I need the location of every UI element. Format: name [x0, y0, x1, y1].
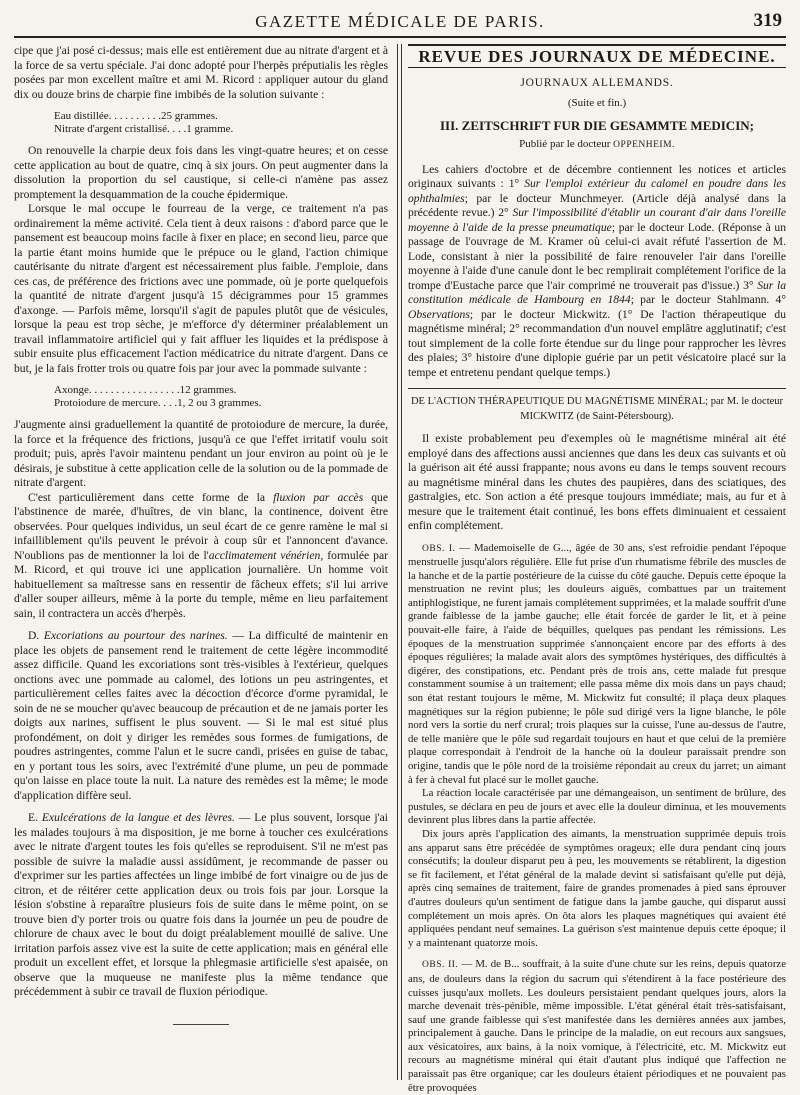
left-column — [14, 44, 388, 1080]
section-e — [14, 811, 388, 1000]
prescription-row — [54, 397, 388, 410]
paragraph: La réaction locale caractérisée par une démangeaison, un sentiment de brûlure, des pustules, se déclara en peu de jours et avec elle la douleur diminua, et les mouvements devinrent plus libres dans la partie affectée. — [408, 787, 786, 827]
quantity: 1, 2 ou 3 grammes. — [177, 397, 262, 409]
observation-2 — [408, 958, 786, 1095]
italic-term: Sur l'emploi extérieur du calomel en poudre dans les ophthalmies — [408, 177, 787, 205]
quantity: 25 grammes. — [160, 110, 218, 122]
prescription-row — [54, 123, 388, 136]
paragraph: J'augmente ainsi graduellement la quantité de protoiodure de mercure, la durée, la force et la fréquence des frictions, jusqu'à ce que l'effet irritatif voulu soit produit; puis, après l'avoir maintenu pendant un jour environ au point où je le désirais, je substitue à cette application celle de la solution ou de la pommade de nitrate d'argent. — [14, 418, 388, 489]
revue-title: REVUE DES JOURNAUX DE MÉDECINE. — [418, 47, 776, 66]
paragraph: Lorsque le mal occupe le fourreau de la verge, ce traitement n'a pas ordinairement la même activité. Cela tient à deux raisons : d'abord parce que le pansement est beaucoup moins facile à fixer en place; en second lieu, parce que la partie étant moins humide que le prépuce ou le gland, l'action chimique cautérisante du nitrate d'argent est nécessairement plus faible. J'emploie, dans ces cas, de préférence des frictions avec une pommade, où je porte quelquefois la quantité de nitrate d'argent jusqu'à 15 décigrammes pour 15 grammes d'axonge. — Parfois même, lorsqu'il s'agit de papules plutôt que de vésicules, lorsque la peau est trop sèche, je m'efforce d'y déterminer préalablement un travail inflammatoire artificiel qui y fait affluer les liquides et la prédispose à subir ensuite plus efficacement l'action médicatrice du nitrate d'argent. Dans ce but, je la fais frotter trois ou quatre fois par jour avec la pommade suivante : — [14, 202, 388, 375]
section-heading: Excoriations au pourtour des narines. — [43, 629, 228, 642]
leader-dots: . . . . — [166, 123, 187, 135]
byline-name: OPPENHEIM. — [613, 140, 675, 150]
text: — M. de B... souffrait, à la suite d'une chute sur les reins, depuis quatorze ans, de douleurs dans la région du sacrum qui s'étendirent à la face postérieure des cuisses jusqu'aux mollets. Les douleurs persistaient pendant quelques jours, alors la marche devenait très-pénible, même impossible. L'état général était très-satisfaisant, sauf une grande faiblesse qui s'est manifestée dans les dernières années aux jambes, principalement à gauche. Dans le principe de la maladie, on eut recours aux sangsues, aux vésicatoires, aux bains, à la noix vomique, à l'électricité, etc. M. Mickwitz eut recours au magnétisme minéral qui était d'autant plus indiqué que l'affection ne paraissait pas être organique; car les douleurs étaient périodiques et ne pouvaient pas être provoquées — [408, 958, 786, 1094]
end-rule — [173, 1024, 229, 1025]
paragraph — [14, 491, 388, 622]
paragraph: On renouvelle la charpie deux fois dans les vingt-quatre heures; et on cesse cette application au bout de quatre, cinq à six jours. On peut augmenter dans la dissolution la proportion du sel caustique, si celle-ci n'amène pas assez promptement la desquammation de la couche épidermique. — [14, 144, 388, 201]
observation-label: OBS. II. — [422, 960, 459, 971]
italic-term: fluxion par accès — [273, 490, 364, 504]
text: que l'abstinence de marée, d'huîtres, de vin blanc, la continence, doivent être observées. Pour quelques individus, un seul écart de ce genre ramène le mal si infailliblement qu'ils peuvent le prévoir à coup sûr et l'annoncent d'avance. N'oublions pas de mentionner la loi de l' — [14, 490, 388, 562]
byline-text: Publié par le docteur — [519, 138, 614, 150]
section-heading: Exulcérations de la langue et des lèvres. — [41, 811, 235, 824]
paragraph: Dix jours après l'application des aimants, la menstruation supprimée depuis trois ans apparut sans être précédée de symptômes orageux; elle dura pendant cinq jours consécutifs; la douleur disparut peu à peu, les mouvements se rétablirent, la digestion se fit facilement, et l'état général de la malade devint si satisfaisant qu'elle put déjà, après cinq semaines de traitement, faire de grandes promenades à pied sans éprouver d'autres douleurs qu'un sentiment de fatigue dans la jambe gauche, qui disparut aussi complétement un mois après. On ôta alors les plaques magnétiques qui avaient été appliquées pendant neuf semaines. La guérison s'est maintenue depuis cette époque; il y a maintenant quatorze mois. — [408, 827, 786, 949]
observation-1 — [408, 542, 786, 788]
journal-title: GAZETTE MÉDICALE DE PARIS. — [255, 12, 545, 31]
leader-dots: . . . . . . . . . . — [108, 110, 161, 122]
paragraph: cipe que j'ai posé ci-dessus; mais elle est entièrement due au nitrate d'argent et à la force de sa vertu spéciale. J'ai donc adopté pour l'herpès préputialis les règles posées par mon excellent maître et ami M. Ricord : appliquer autour du gland dix ou douze brins de charpie fine imbibés de la solution suivante : — [14, 44, 388, 101]
paragraph — [408, 163, 786, 381]
prescription-1 — [54, 110, 388, 136]
text: — Le plus souvent, lorsque j'ai les malades toujours à ma disposition, je me borne à toucher ces exulcérations avec le nitrate d'argent toutes les fois qu'elles se reproduisent. S'il ne m'est pas possible de suivre la maladie aussi assidûment, je recommande de passer ou d'exprimer sur les parties affectées un linge imbibé de fort vinaigre ou de jus de citron, et de réitérer cette application deux ou trois fois par jour. Lorsque la lésion s'obstine à reparaître plusieurs fois de suite dans le même point, on se trouve bien d'y porter trois ou quatre fois dans la journée un peu de poudre de chlorure de chaux avec le bout du doigt préalablement mouillé de salive. Une irritation parfois assez vive est la suite de cette application; mais en général elle produit un excellent effet, et lorsque la phlegmasie artificielle s'est apaisée, on observe que la muqueuse ne manifeste plus la même tendance que précédemment à subir ce travail de fluxion périodique. — [14, 811, 388, 998]
prescription-2 — [54, 384, 388, 410]
text: — Mademoiselle de G..., âgée de 30 ans, s'est refroidie pendant l'époque menstruelle jusqu'alors régulière. Elle fut prise d'un rhumatisme fébrile des muscles de la hanche et de la partie postérieure de la cuisse du côté gauche. Depuis cette époque la menstruation ne revint plus; les douleurs aiguës, combattues par un traitement antiphlogistique, ne furent jamais complétement supprimées, et la malade souffrit d'une grande faiblesse de la jambe gauche; elle était forcée de garder le lit, et à peine pouvait-elle faire, à l'aide de béquilles, quelques pas pendant les rémissions. Les époques de la menstruation supprimée s'annonçaient encore par des efforts à des époques régulières; la malade avait alors des symptômes hystériques, des difficultés à digérer, des constipations, etc. Pendant près de trois ans, cette malade fut presque constamment soumise à un traitement; elle passa même dix mois dans un pays chaud; son état restant toujours le même, M. Mickwitz fut consulté; il plaça deux plaques magnétiques sur la région pubienne; le pôle sud dirigé vers la ligne blanche, le pôle nord vers la sortie du nerf crural; trois plaques sur la cuisse, l'une au-dessus de l'autre, de telle manière que le pôle sud regardait toujours en haut et que celui de la première plaque correspondait à l'endroit de la hanche où la douleur paraissait prendre son origine, tandis que le pôle nord de la troisième répondait au creux du jarret; un aimant à fer à cheval fut placé sur le mollet gauche. — [408, 541, 786, 786]
text: ; par le docteur Munchmeyer. (Article déjà analysé dans la précédente revue.) 2° — [408, 191, 786, 219]
italic-term: acclimatement vénérien — [208, 548, 321, 562]
text: C'est particulièrement dans cette forme de la — [28, 490, 274, 504]
quantity: 1 gramme. — [186, 123, 234, 135]
ingredient: Protoiodure de mercure — [54, 397, 158, 409]
quantity: 12 grammes. — [179, 384, 237, 396]
text: ; par le docteur Stahlmann. 4° — [630, 293, 786, 306]
leader-dots: . . . . — [157, 397, 178, 409]
continued-note: (Suite et fin.) — [567, 97, 627, 109]
section-label: D. — [28, 629, 44, 642]
section-label: E. — [28, 811, 42, 824]
italic-term: Observations — [408, 307, 470, 321]
text: — La difficulté de maintenir en place les objets de pansement rend le traitement de cette légère incommodité assez difficile. Quand les excoriations sont très-visibles à l'extérieur, quelques onctions avec une pommade au calomel, des lotions un peu astringentes, et particulièrement celles faites avec la décoction d'écorce d'orme pyramidal, le soin de ne se moucher qu'avec beaucoup de précaution et de ne jamais porter les doigts aux narines, suffisent le plus souvent. — Si le mal est situé plus profondément, on doit y diriger les remèdes sous formes de fumigations, de poudres astringentes, comme l'alun et le sucre candi, prisées en guise de tabac, en y portant tous les soirs, avec l'extrémité d'une plume, un peu de pommade qu'on laisse en place toute la nuit. La nature des remèdes est la même; le mode d'application diffère seul. — [14, 629, 389, 802]
prescription-row — [54, 110, 388, 123]
text: ; par le docteur Lode. (Réponse à un passage de l'ouvrage de M. Kramer où celui-ci avait réfuté l'assertion de M. Lode, consistant à nier la possibilité de faire renouveler l'air dans l'oreille moyenne à l'aide d'une canule dont le bec remplirait complétement l'orifice de la trompe d'Eustache parce que l'air comprimé ne trouverait pas d'issue.) 3° — [408, 220, 786, 292]
text: , formulée par M. Ricord, et qui trouve ici une application journalière. Un homme voit habituellement sa maîtresse sans en ressentir de fâcheux effets; s'il lui arrive d'aller souper ailleurs, même à la porte du temple, même en lieu parfaitement sain, il contractera un accès d'herpès. — [14, 548, 388, 620]
subheading: JOURNAUX ALLEMANDS. — [520, 76, 674, 89]
byline — [408, 137, 786, 153]
revue-header — [408, 44, 786, 68]
ingredient: Axonge — [54, 384, 89, 396]
observation-label: OBS. I. — [422, 543, 456, 554]
section-title: III. ZEITSCHRIFT FUR DIE GESAMMTE MEDICIN; — [440, 117, 754, 133]
page-number: 319 — [753, 10, 782, 31]
prescription-row — [54, 384, 388, 397]
paragraph: Il existe probablement peu d'exemples où le magnétisme minéral ait été employé dans des affections aussi anciennes que dans les deux cas suivants et où la guérison ait été aussi frappante; nous avons eu dans le temps souvent recours au magnétisme minéral dans les chutes des paupières, dans des sciatiques, des gastralgies, etc. Son action a été presque toujours immédiate; mais, au fur et à mesure que le traitement était continué, les bons effets diminuaient et cessaient enfin complétement. — [408, 432, 786, 532]
leader-dots: . . . . . . . . . . . . . . . . . — [88, 384, 180, 396]
text: Les cahiers d'octobre et de décembre contiennent les notices et articles originaux suivants : 1° — [408, 162, 786, 190]
ingredient: Nitrate d'argent cristallisé — [54, 123, 167, 135]
column-divider — [397, 44, 402, 1080]
page-header — [14, 10, 786, 38]
section-d — [14, 629, 388, 803]
italic-term: Sur la constitution médicale de Hambourg en 1844 — [408, 278, 786, 306]
ingredient: Eau distillée — [54, 110, 109, 122]
text: ; par le docteur Mickwitz. (1° De l'action thérapeutique du magnétisme minéral; 2° recommandation d'un nouvel emplâtre agglutinatif; c'est tout simplement de la colle forte étendue sur du linge pour rapprocher les lèvres des plaies; 3° histoire d'une diplopie guérie par un petit vésicatoire placé sur la tempe et entretenu pendant quelque temps.) — [408, 307, 786, 379]
article-title: DE L'ACTION THÉRAPEUTIQUE DU MAGNÉTISME MINÉRAL; par M. le docteur MICKWITZ (de Saint-Pétersbourg). — [408, 388, 786, 424]
italic-term: Sur l'impossibilité d'établir un courant d'air dans l'oreille moyenne à l'aide de la presse pneumatique — [408, 206, 786, 234]
right-column — [408, 44, 787, 1094]
